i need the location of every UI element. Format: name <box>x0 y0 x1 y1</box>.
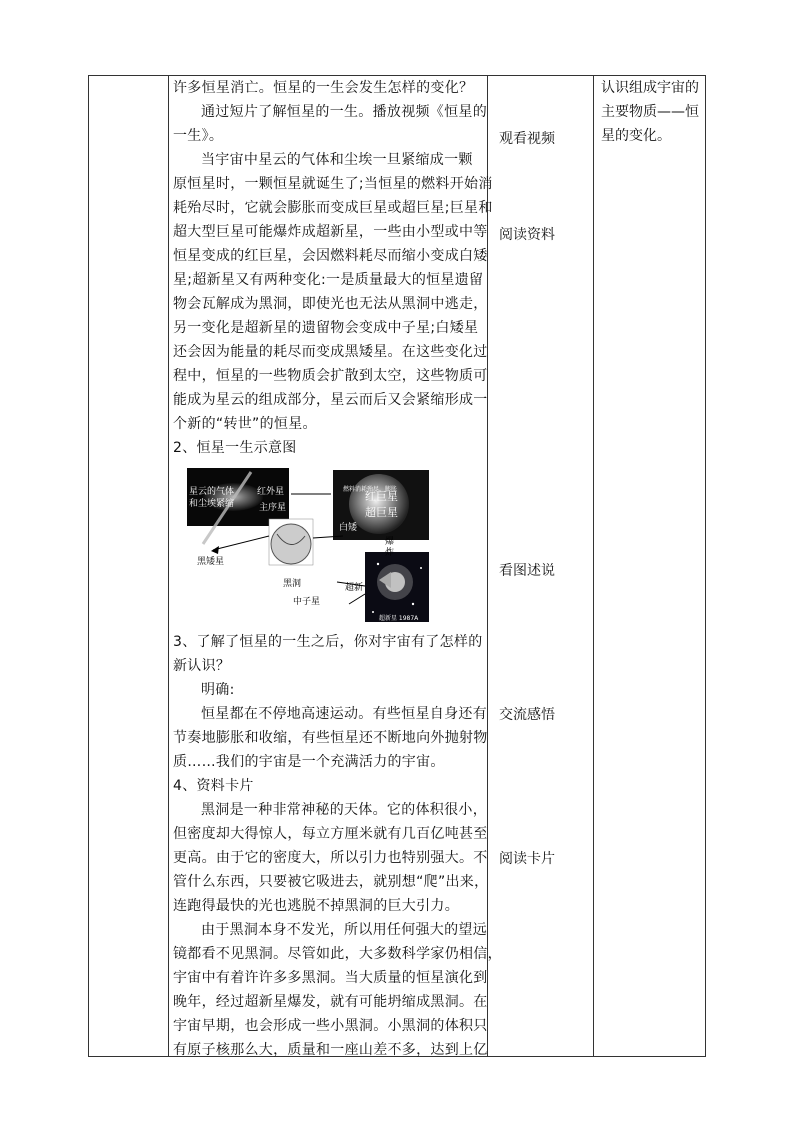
content-line: 节奏地膨胀和收缩，有些恒星还不断地向外抛射物 <box>173 730 488 746</box>
content-line: 耗殆尽时，它就会膨胀而变成巨星或超巨星;巨星和 <box>173 200 493 216</box>
content-line: 另一变化是超新星的遗留物会变成中子星;白矮星 <box>173 320 479 336</box>
label-supernova: 超新 <box>345 583 364 593</box>
label-sn1987a: 超新星 1987A <box>379 615 419 622</box>
activity-label: 阅读卡片 <box>499 851 555 867</box>
lesson-table <box>88 75 706 1057</box>
content-line: 能成为星云的组成部分，星云而后又会紧缩形成一 <box>173 392 488 408</box>
content-line: 恒星变成的红巨星，会因燃料耗尽而缩小变成白矮 <box>173 248 488 264</box>
content-line: 4、资料卡片 <box>173 778 254 794</box>
content-line: 宇宙中有着许许多多黑洞。当大质量的恒星演化到 <box>173 970 488 986</box>
design-intent-line: 主要物质——恒 <box>601 104 699 120</box>
content-line: 当宇宙中星云的气体和尘埃一旦紧缩成一颗 <box>201 152 473 168</box>
label-white-dwarf: 白矮 <box>339 523 358 533</box>
label-neutron-star: 中子星 <box>293 597 321 607</box>
content-line: 许多恒星消亡。恒星的一生会发生怎样的变化？ <box>173 80 474 96</box>
content-line: 一生》。 <box>173 128 224 144</box>
content-line: 原恒星时，一颗恒星就诞生了;当恒星的燃料开始消 <box>173 176 493 192</box>
content-line: 物会瓦解成为黑洞，即使光也无法从黑洞中逃走， <box>173 296 488 312</box>
label-nebula: 星云的气体 <box>189 487 235 497</box>
label-supergiant: 超巨星 <box>365 506 398 519</box>
design-intent-line: 认识组成宇宙的 <box>601 80 699 96</box>
content-paragraphs <box>173 76 493 460</box>
content-line: 管什么东西，只要被它吸进去，就别想“爬”出来， <box>173 874 489 890</box>
content-line: 新认识？ <box>173 658 231 674</box>
label-explode-1: 爆 <box>385 537 395 547</box>
content-line: 3、了解了恒星的一生之后，你对宇宙有了怎样的 <box>173 634 483 650</box>
content-line: 但密度却大得惊人，每立方厘米就有几百亿吨甚至 <box>173 826 488 842</box>
content-line: 恒星都在不停地高速运动。有些恒星自身还有 <box>201 706 487 722</box>
star-lifecycle-diagram <box>173 464 433 624</box>
column-divider <box>487 76 488 1056</box>
content-line: 宇宙早期，也会形成一些小黑洞。小黑洞的体积只 <box>173 1018 488 1034</box>
label-black-dwarf: 黑矮星 <box>197 557 225 567</box>
label-infrared-star: 红外星 <box>257 487 285 497</box>
content-line: 质……我们的宇宙是一个充满活力的宇宙。 <box>173 754 445 770</box>
content-line: 星;超新星又有两种变化:一是质量最大的恒星遗留 <box>173 272 484 288</box>
activity-label: 交流感悟 <box>499 707 555 723</box>
content-line: 黑洞是一种非常神秘的天体。它的体积很小， <box>201 802 487 818</box>
label-black-hole: 黑洞 <box>283 579 302 589</box>
label-main-sequence: 主序星 <box>259 503 287 513</box>
content-line: 连跑得最快的光也逃脱不掉黑洞的巨大引力。 <box>173 898 459 914</box>
label-red-giant: 红巨星 <box>365 490 398 503</box>
teaching-content-cell <box>169 76 502 1062</box>
column-divider <box>593 76 594 1056</box>
content-line: 更高。由于它的密度大，所以引力也特别强大。不 <box>173 850 488 866</box>
content-line: 个新的“转世”的恒星。 <box>173 416 317 432</box>
label-fuel: 燃料消耗殆尽，膨胀 <box>343 486 398 493</box>
content-paragraphs-2 <box>173 630 502 1062</box>
content-line: 程中，恒星的一些物质会扩散到太空，这些物质可 <box>173 368 488 384</box>
label-explode-2: 炸 <box>385 548 395 558</box>
content-line: 由于黑洞本身不发光，所以用任何强大的望远 <box>201 922 487 938</box>
design-intent-cell <box>597 76 713 148</box>
content-line: 还会因为能量的耗尽而变成黑矮星。在这些变化过 <box>173 344 488 360</box>
content-line: 2、恒星一生示意图 <box>173 440 297 456</box>
activity-label: 阅读资料 <box>499 227 555 243</box>
content-line: 有原子核那么大，质量和一座山差不多，达到上亿 <box>173 1042 488 1058</box>
content-line: 超大型巨星可能爆炸成超新星，一些由小型或中等 <box>173 224 488 240</box>
label-nebula-2: 和尘埃紧缩 <box>189 499 235 509</box>
content-line: 通过短片了解恒星的一生。播放视频《恒星的 <box>201 104 487 120</box>
activity-label: 看图述说 <box>499 563 555 579</box>
content-line: 晚年，经过超新星爆发，就有可能坍缩成黑洞。在 <box>173 994 488 1010</box>
activity-label: 观看视频 <box>499 131 555 147</box>
content-line: 明确: <box>201 682 235 698</box>
design-intent-line: 星的变化。 <box>601 128 671 144</box>
content-line: 镜都看不见黑洞。尽管如此，大多数科学家仍相信， <box>173 946 502 962</box>
